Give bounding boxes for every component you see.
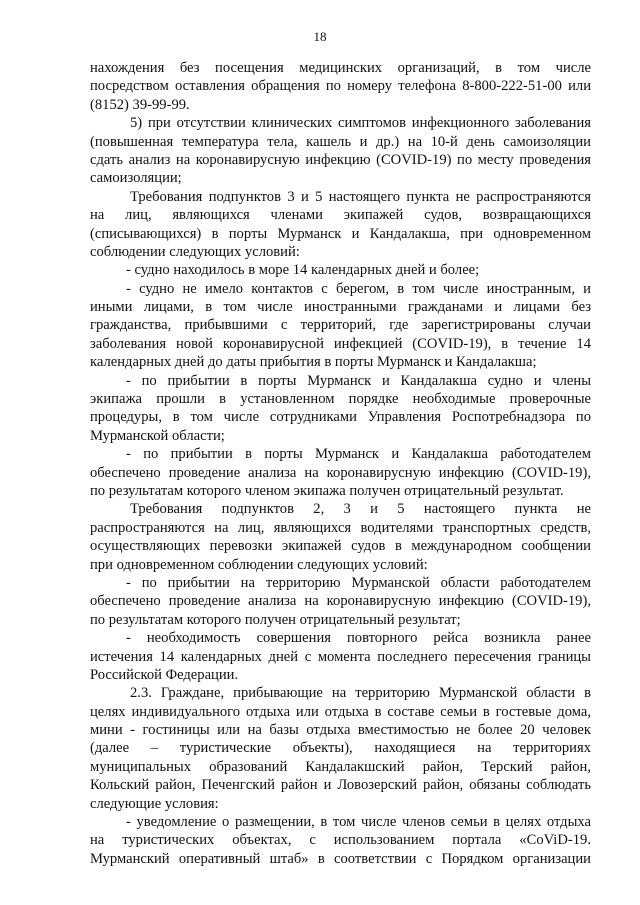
text-line: - по прибытии в порты Мурманск и Кандалакша работодателем [126, 446, 591, 463]
text-line: целях индивидуального отдыха или отдыха в составе семьи в гостевые дома, [90, 703, 591, 720]
text-line: (повышенная температура тела, кашель и др.) на 10-й день самоизоляции [90, 133, 591, 150]
text-line: истечения 14 календарных дней с момента последнего пересечения границы [90, 648, 591, 665]
text-line: Кольский район, Печенгский район и Ловозерский район, обязаны соблюдать [90, 777, 591, 794]
text-line: обеспечено проведение анализа на коронавирусную инфекцию (COVID-19), [90, 464, 591, 481]
text-line: нахождения без посещения медицинских организаций, в том числе [90, 60, 591, 76]
text-line: по результатам которого членом экипажа получен отрицательный результат. [90, 482, 564, 499]
text-line: муниципальных образований Кандалакшский район, Терский район, [90, 758, 591, 775]
text-line: - судно находилось в море 14 календарных дней и более; [126, 262, 480, 279]
text-line: (далее – туристические объекты), находящиеся на территориях [90, 740, 591, 757]
text-line: - необходимость совершения повторного рейса возникла ранее [126, 630, 591, 647]
text-line: следующие условия: [90, 795, 219, 812]
text-line: Мурманской области; [90, 427, 225, 444]
text-line: 2.3. Граждане, прибывающие на территорию Мурманской области в [130, 685, 591, 702]
text-line: соблюдении следующих условий: [90, 243, 300, 260]
text-line: на лиц, являющихся членами экипажей судов, возвращающихся [90, 207, 591, 224]
text-line: 5) при отсутствии клинических симптомов инфекционного заболевания [130, 115, 591, 132]
text-line: по результатам которого получен отрицательный результат; [90, 611, 461, 628]
text-line: посредством оставления обращения по номеру телефона 8-800-222-51-00 или [90, 78, 591, 95]
text-line: самоизоляции; [90, 170, 182, 187]
text-line: (списывающихся) в порты Мурманск и Кандалакша, при одновременном [90, 225, 591, 242]
text-line: Требования подпунктов 3 и 5 настоящего пункта не распространяются [130, 188, 591, 205]
text-line: - судно не имело контактов с берегом, в том числе иностранным, и [126, 280, 591, 297]
text-line: осуществляющих перевозки экипажей судов в международном сообщении [90, 538, 591, 555]
text-line: календарных дней до даты прибытия в порты Мурманск и Кандалакша; [90, 354, 537, 371]
text-line: процедуры, в том числе сотрудниками Управления Роспотребнадзора по [90, 409, 591, 426]
text-line: распространяются на лиц, являющихся водителями транспортных средств, [90, 519, 591, 536]
document-body [90, 59, 591, 868]
text-line: - по прибытии на территорию Мурманской области работодателем [126, 574, 591, 591]
text-line: иными лицами, в том числе иностранными гражданами и лицами без [90, 299, 591, 316]
text-line: (8152) 39-99-99. [90, 96, 190, 113]
text-line: заболевания новой коронавирусной инфекцией (COVID-19), в течение 14 [90, 335, 591, 352]
text-line: обеспечено проведение анализа на коронавирусную инфекцию (COVID-19), [90, 593, 591, 610]
text-line: Мурманский оперативный штаб» в соответствии с Порядком организации [90, 850, 591, 867]
text-line: сдать анализ на коронавирусную инфекцию (COVID-19) по месту проведения [90, 151, 591, 168]
page-number: 18 [313, 29, 327, 44]
text-line: Требования подпунктов 2, 3 и 5 настоящего пункта не [130, 501, 591, 518]
text-line: - по прибытии в порты Мурманск и Кандалакша судно и члены [126, 372, 591, 389]
text-line: Российской Федерации. [90, 666, 239, 683]
text-line: гражданства, прибывшими с территорий, где зарегистрированы случаи [90, 317, 591, 334]
text-line: при одновременном соблюдении следующих условий: [90, 556, 428, 573]
text-line: мини - гостиницы или на базы отдыха вместимостью не более 20 человек [90, 722, 591, 739]
text-line: на туристических объектах, с использованием портала «CoViD-19. [90, 832, 591, 849]
text-line: экипажа прошли в установленном порядке необходимые проверочные [90, 391, 591, 408]
text-line: - уведомление о размещении, в том числе членов семьи в целях отдыха [126, 814, 591, 831]
